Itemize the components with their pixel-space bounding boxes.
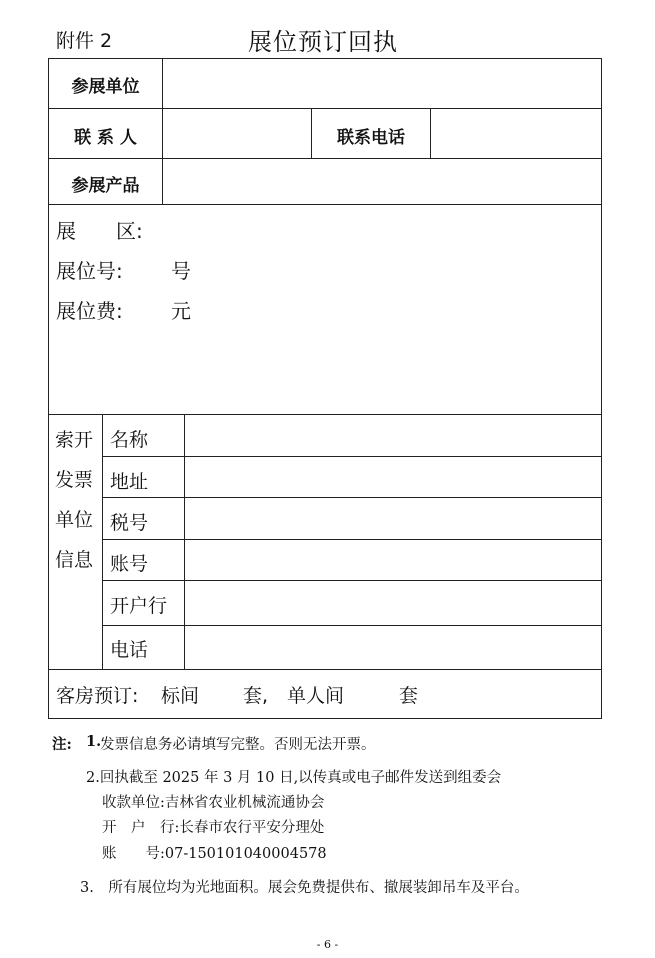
contact-label: 联 系 人: [74, 128, 137, 148]
invoice-tax-id-label: 税号: [110, 512, 149, 534]
booking-form: [48, 58, 602, 719]
row-divider: [102, 580, 601, 581]
invoice-name-label: 名称: [110, 429, 149, 451]
note-1-number: 1.: [86, 733, 102, 750]
invoice-address-field[interactable]: [186, 458, 600, 496]
col-divider: [184, 414, 185, 669]
invoice-phone-label: 电话: [110, 639, 149, 661]
booth-number-unit: 号: [171, 259, 191, 283]
row-divider: [102, 497, 601, 498]
page-title: 展位预订回执: [248, 28, 398, 56]
contact-field[interactable]: [164, 110, 310, 157]
col-divider: [162, 59, 163, 204]
phone-label: 联系电话: [337, 128, 405, 148]
payee-line: 收款单位:吉林省农业机械流通协会: [102, 795, 325, 811]
notes-prefix: 注:: [52, 736, 72, 753]
zone-label: 展 区:: [56, 219, 143, 243]
col-divider: [430, 108, 431, 158]
product-field[interactable]: [164, 160, 600, 203]
phone-field[interactable]: [432, 110, 600, 157]
invoice-name-field[interactable]: [186, 416, 600, 455]
row-divider: [49, 414, 601, 415]
invoice-account-field[interactable]: [186, 541, 600, 579]
booth-fee-unit: 元: [171, 299, 191, 323]
hotel-booking-label: 客房预订:: [56, 685, 139, 707]
exhibitor-label: 参展单位: [71, 77, 140, 97]
invoice-phone-field[interactable]: [186, 627, 600, 668]
row-divider: [49, 669, 601, 670]
row-divider: [49, 204, 601, 205]
hotel-single-label: 单人间: [287, 685, 345, 707]
invoice-group-label: 信息: [55, 549, 94, 571]
exhibitor-field[interactable]: [164, 61, 600, 107]
page-number: - 6 -: [316, 938, 339, 951]
hotel-set-label: 套: [399, 685, 419, 707]
row-divider: [49, 108, 601, 109]
note-1-text: 发票信息务必请填写完整。否则无法开票。: [100, 737, 376, 753]
note-2-text: 2.回执截至 2025 年 3 月 10 日,以传真或电子邮件发送到组委会: [86, 770, 502, 786]
row-divider: [49, 158, 601, 159]
invoice-group-label: 单位: [55, 509, 94, 531]
row-divider: [102, 456, 601, 457]
product-label: 参展产品: [71, 176, 140, 196]
row-divider: [102, 539, 601, 540]
invoice-group-label: 发票: [55, 469, 94, 491]
booth-fee-label: 展位费:: [56, 299, 123, 323]
row-divider: [102, 625, 601, 626]
bank-line: 开 户 行:长春市农行平安分理处: [102, 820, 325, 836]
booth-number-label: 展位号:: [56, 259, 123, 283]
account-line: 账 号:07-150101040004578: [102, 846, 327, 862]
invoice-group-label: 索开: [55, 429, 94, 451]
invoice-bank-field[interactable]: [186, 582, 600, 624]
invoice-bank-label: 开户行: [110, 595, 168, 617]
invoice-address-label: 地址: [110, 471, 149, 493]
invoice-tax-id-field[interactable]: [186, 499, 600, 538]
hotel-set-label: 套,: [243, 685, 269, 707]
annex-label: 附件 2: [56, 30, 113, 52]
note-3-text: 3. 所有展位均为光地面积。展会免费提供布、撤展装卸吊车及平台。: [80, 880, 529, 896]
invoice-account-label: 账号: [110, 553, 149, 575]
col-divider: [102, 414, 103, 669]
hotel-standard-label: 标间: [161, 685, 200, 707]
